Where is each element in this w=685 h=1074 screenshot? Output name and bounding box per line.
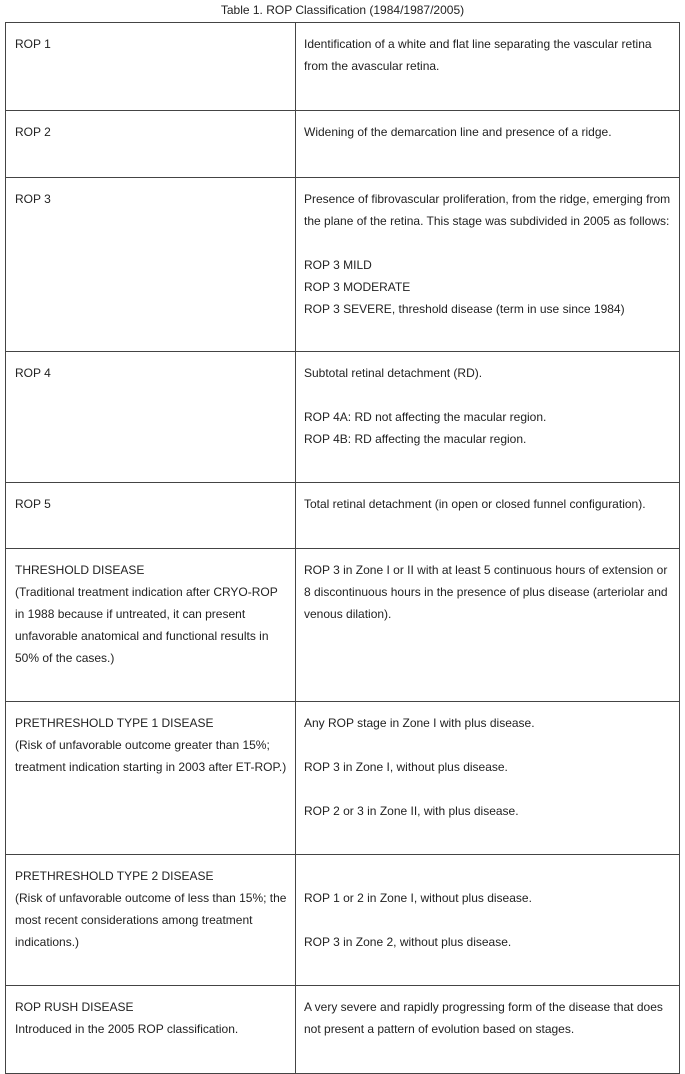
stage-cell xyxy=(6,111,296,178)
table-row xyxy=(6,23,680,111)
description-cell xyxy=(296,549,680,702)
stage-cell xyxy=(6,855,296,986)
table-row xyxy=(6,855,680,986)
stage-note: (Risk of unfavorable outcome greater than 15%; treatment indication starting in 2003 after ET-ROP.) xyxy=(15,738,287,774)
description-cell xyxy=(296,111,680,178)
description-text: Presence of fibrovascular proliferation, from the ridge, emerging from the plane of the retina. This stage was subdivided in 2005 as follows: xyxy=(304,192,671,228)
description-text: ROP 3 in Zone 2, without plus disease. xyxy=(304,935,512,949)
description-cell xyxy=(296,483,680,549)
description-cell xyxy=(296,702,680,855)
description-text: Widening of the demarcation line and presence of a ridge. xyxy=(304,125,612,139)
description-text: ROP 3 in Zone I or II with at least 5 continuous hours of extension or 8 discontinuous hours in the presence of plus disease (arteriolar and venous dilation). xyxy=(304,563,668,621)
stage-cell xyxy=(6,178,296,352)
substage-4b: ROP 4B: RD affecting the macular region. xyxy=(304,432,527,446)
description-text: Identification of a white and flat line separating the vascular retina from the avascular retina. xyxy=(304,37,652,73)
description-cell xyxy=(296,352,680,483)
description-text: ROP 1 or 2 in Zone I, without plus disease. xyxy=(304,891,532,905)
table-row xyxy=(6,986,680,1074)
description-text: A very severe and rapidly progressing form of the disease that does not present a pattern of evolution based on stages. xyxy=(304,1000,663,1036)
stage-note: (Traditional treatment indication after CRYO-ROP in 1988 because if untreated, it can present unfavorable anatomical and functional results in 50% of the cases.) xyxy=(15,585,278,665)
stage-label: ROP RUSH DISEASE xyxy=(15,1000,134,1014)
stage-label: ROP 4 xyxy=(15,366,51,380)
table-row xyxy=(6,549,680,702)
stage-label: THRESHOLD DISEASE xyxy=(15,563,145,577)
rop-classification-table xyxy=(5,22,680,1074)
substage-4a: ROP 4A: RD not affecting the macular region. xyxy=(304,410,547,424)
stage-cell xyxy=(6,483,296,549)
substage-severe: ROP 3 SEVERE, threshold disease (term in use since 1984) xyxy=(304,302,625,316)
stage-label: ROP 1 xyxy=(15,37,51,51)
stage-cell xyxy=(6,549,296,702)
table-row xyxy=(6,178,680,352)
description-cell xyxy=(296,986,680,1074)
substage-mild: ROP 3 MILD xyxy=(304,258,372,272)
substage-moderate: ROP 3 MODERATE xyxy=(304,280,411,294)
description-cell xyxy=(296,178,680,352)
stage-cell xyxy=(6,352,296,483)
table-row xyxy=(6,483,680,549)
description-text: ROP 2 or 3 in Zone II, with plus disease. xyxy=(304,804,519,818)
stage-label: PRETHRESHOLD TYPE 1 DISEASE xyxy=(15,716,214,730)
description-cell xyxy=(296,23,680,111)
stage-label: ROP 3 xyxy=(15,192,51,206)
description-text: ROP 3 in Zone I, without plus disease. xyxy=(304,760,508,774)
stage-label: ROP 2 xyxy=(15,125,51,139)
stage-note: (Risk of unfavorable outcome of less than 15%; the most recent considerations among treatment indications.) xyxy=(15,891,287,949)
stage-cell xyxy=(6,986,296,1074)
description-text: Total retinal detachment (in open or closed funnel configuration). xyxy=(304,497,646,511)
stage-label: ROP 5 xyxy=(15,497,51,511)
description-cell xyxy=(296,855,680,986)
stage-note: Introduced in the 2005 ROP classification. xyxy=(15,1022,239,1036)
stage-cell xyxy=(6,702,296,855)
stage-cell xyxy=(6,23,296,111)
description-text: Any ROP stage in Zone I with plus disease. xyxy=(304,716,535,730)
table-row xyxy=(6,352,680,483)
description-text: Subtotal retinal detachment (RD). xyxy=(304,366,483,380)
table-caption: Table 1. ROP Classification (1984/1987/2005) xyxy=(220,3,465,17)
table-row xyxy=(6,111,680,178)
stage-label: PRETHRESHOLD TYPE 2 DISEASE xyxy=(15,869,214,883)
table-row xyxy=(6,702,680,855)
